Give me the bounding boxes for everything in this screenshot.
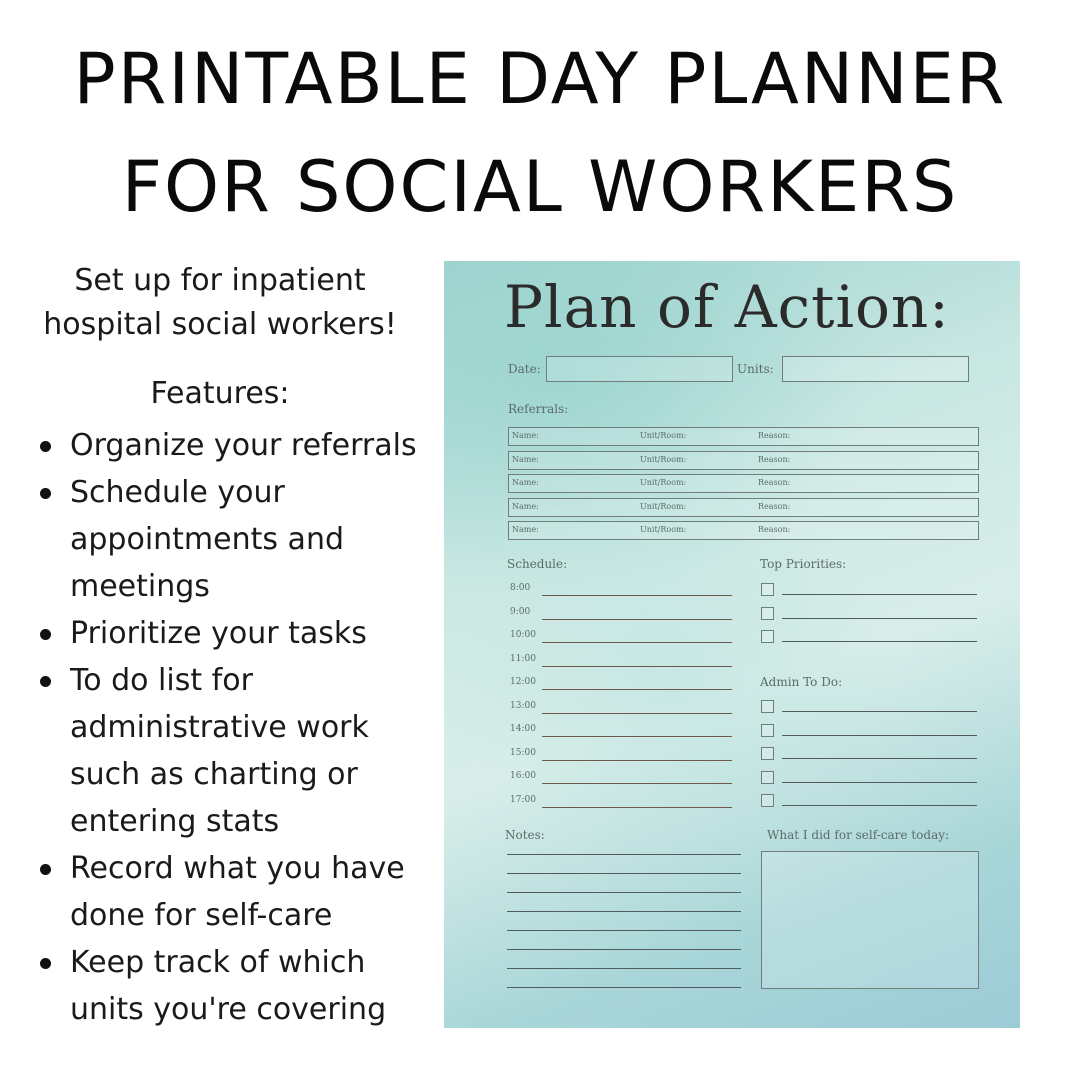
feature-text-line: done for self-care: [70, 898, 333, 933]
schedule-line: [542, 713, 732, 714]
checkbox-icon: [761, 583, 774, 596]
schedule-line: [542, 689, 732, 690]
task-line: [782, 758, 977, 759]
schedule-label: Schedule:: [507, 557, 568, 571]
feature-item: [38, 610, 438, 657]
referrals-label: Referrals:: [508, 402, 569, 416]
schedule-time: 14:00: [510, 724, 536, 734]
feature-text-line: appointments and: [70, 522, 344, 557]
feature-item: [38, 469, 438, 610]
checkbox-icon: [761, 607, 774, 620]
bullet-icon: [40, 488, 51, 499]
date-label: Date:: [508, 362, 541, 376]
referral-name-label: Name:: [512, 431, 539, 440]
schedule-line: [542, 807, 732, 808]
referral-row: [508, 521, 979, 540]
headline-line-2: FOR SOCIAL WORKERS: [121, 146, 959, 228]
feature-text-line: units you're covering: [70, 992, 387, 1027]
notes-label: Notes:: [505, 828, 545, 842]
feature-item: [38, 657, 438, 845]
schedule-line: [542, 642, 732, 643]
notes-line: [507, 854, 741, 855]
schedule-line: [542, 736, 732, 737]
schedule-time: 8:00: [510, 583, 531, 593]
date-field: [546, 356, 733, 382]
referral-row: [508, 498, 979, 517]
referral-unit-label: Unit/Room:: [640, 478, 687, 487]
schedule-time: 15:00: [510, 747, 536, 758]
notes-line: [507, 873, 741, 874]
feature-text-line: such as charting or: [70, 757, 358, 792]
referral-unit-label: Unit/Room:: [640, 454, 687, 464]
referral-reason-label: Reason:: [758, 454, 791, 464]
bullet-icon: [40, 441, 51, 452]
referral-reason-label: Reason:: [758, 525, 791, 534]
feature-text-line: meetings: [70, 569, 210, 604]
intro-line-2: hospital social workers!: [43, 307, 397, 342]
checkbox-icon: [761, 771, 774, 784]
schedule-line: [542, 619, 732, 620]
schedule-line: [542, 760, 732, 761]
referral-name-label: Name:: [512, 501, 539, 511]
feature-text-line: Schedule your: [70, 475, 285, 510]
intro-line-1: Set up for inpatient: [74, 263, 366, 298]
schedule-time: 12:00: [510, 677, 536, 687]
schedule-time: 10:00: [510, 630, 536, 640]
notes-line: [507, 968, 741, 969]
feature-list: [38, 422, 438, 1033]
referral-name-label: Name:: [512, 454, 539, 464]
planner-preview: [444, 261, 1020, 1028]
notes-line: [507, 911, 741, 912]
schedule-time: 16:00: [510, 771, 536, 781]
referral-reason-label: Reason:: [758, 501, 791, 511]
headline-line-1: PRINTABLE DAY PLANNER: [73, 38, 1007, 120]
referral-unit-label: Unit/Room:: [640, 501, 687, 511]
checkbox-icon: [761, 700, 774, 713]
notes-line: [507, 930, 741, 931]
selfcare-label: What I did for self-care today:: [767, 828, 950, 842]
task-line: [782, 594, 977, 595]
checkbox-icon: [761, 747, 774, 760]
referral-row: [508, 427, 979, 446]
feature-text-line: Prioritize your tasks: [70, 616, 367, 651]
feature-text-line: entering stats: [70, 804, 280, 839]
referral-reason-label: Reason:: [758, 431, 791, 440]
task-line: [782, 641, 977, 642]
units-field: [782, 356, 969, 382]
feature-item: [38, 422, 438, 469]
bullet-icon: [40, 864, 51, 875]
schedule-time: 11:00: [510, 653, 536, 664]
schedule-time: 9:00: [510, 606, 531, 617]
selfcare-box: [761, 851, 979, 989]
priorities-label: Top Priorities:: [760, 557, 847, 571]
admin-label: Admin To Do:: [760, 675, 843, 689]
referral-row: [508, 474, 979, 493]
planner-title: Plan of Action:: [504, 273, 950, 341]
feature-text-line: Keep track of which: [70, 945, 366, 980]
bullet-icon: [40, 676, 51, 687]
schedule-line: [542, 783, 732, 784]
features-title: Features:: [150, 376, 290, 411]
referral-name-label: Name:: [512, 478, 539, 487]
schedule-line: [542, 595, 732, 596]
notes-line: [507, 892, 741, 893]
feature-text-line: To do list for: [70, 663, 253, 698]
feature-item: [38, 845, 438, 939]
referral-name-label: Name:: [512, 525, 539, 534]
schedule-line: [542, 666, 732, 667]
notes-line: [507, 987, 741, 988]
feature-item: [38, 939, 438, 1033]
referral-row: [508, 451, 979, 470]
bullet-icon: [40, 958, 51, 969]
schedule-time: 17:00: [510, 794, 536, 805]
referral-unit-label: Unit/Room:: [640, 431, 687, 440]
feature-text-line: administrative work: [70, 710, 369, 745]
task-line: [782, 782, 977, 783]
feature-text-line: Record what you have: [70, 851, 405, 886]
referral-reason-label: Reason:: [758, 478, 791, 487]
checkbox-icon: [761, 724, 774, 737]
referral-unit-label: Unit/Room:: [640, 525, 687, 534]
checkbox-icon: [761, 630, 774, 643]
task-line: [782, 805, 977, 806]
notes-line: [507, 949, 741, 950]
task-line: [782, 735, 977, 736]
task-line: [782, 711, 977, 712]
units-label: Units:: [737, 362, 774, 376]
bullet-icon: [40, 629, 51, 640]
schedule-time: 13:00: [510, 700, 536, 711]
checkbox-icon: [761, 794, 774, 807]
feature-text-line: Organize your referrals: [70, 428, 417, 463]
task-line: [782, 618, 977, 619]
